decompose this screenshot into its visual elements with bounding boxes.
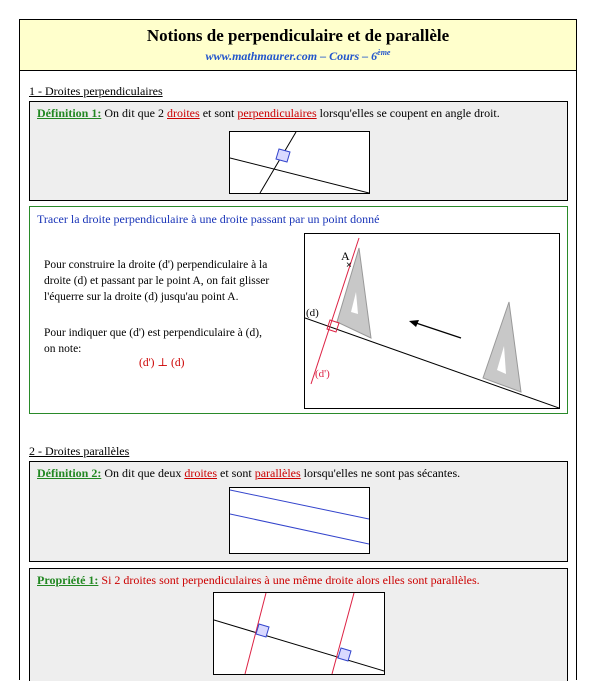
right-angle-marker-1: [256, 624, 269, 637]
line-d: [230, 158, 369, 193]
method-title: Tracer la droite perpendiculaire à une droite passant par un point donné: [37, 212, 380, 226]
parallel-figure: [229, 487, 370, 554]
perpendicular-notation: (d') ⊥ (d): [139, 357, 185, 369]
method-paragraph-2: Pour indiquer que (d') est perpendiculaire à (d), on note:: [44, 327, 262, 355]
property-figure: [213, 592, 385, 675]
parallel-line-2: [230, 514, 369, 544]
slide-arrow: [413, 322, 461, 338]
definition-2-label: Définition 2:: [37, 466, 102, 480]
perpendicular-figure: [229, 131, 370, 194]
section-heading-perpendiculaires: 1 - Droites perpendiculaires: [29, 84, 163, 98]
property-1-box: [29, 568, 568, 681]
perp-line-2: [332, 593, 354, 674]
fig-line-d: [305, 318, 559, 408]
parallel-line-1: [230, 490, 369, 519]
line-d-prime: [260, 132, 296, 193]
point-a-label: A: [341, 249, 350, 263]
fig-label-d: (d): [306, 307, 319, 319]
section-heading-paralleles: 2 - Droites parallèles: [29, 444, 130, 458]
fig-label-d-prime: (d'): [315, 368, 330, 380]
word-droites: droites: [167, 106, 200, 120]
page-header: [20, 20, 576, 71]
definition-1-box: [29, 101, 568, 201]
property-1-text: Propriété 1: Si 2 droites sont perpendiculaires à une même droite alors elles sont parallèles.: [37, 573, 480, 587]
common-line: [214, 620, 384, 671]
set-square-2: [483, 302, 521, 392]
word-droites-2: droites: [184, 466, 218, 480]
definition-2-box: [29, 461, 568, 562]
right-angle-marker: [276, 149, 290, 162]
slide-arrowhead: [409, 320, 419, 327]
right-angle-marker-2: [338, 648, 351, 661]
method-box: [29, 206, 568, 414]
method-paragraph-1: Pour construire la droite (d') perpendiculaire à la droite (d) et passant par le point A, on fait glisser l'équerre sur la droite (d) jusqu'au point A.: [44, 259, 270, 303]
property-1-label: Propriété 1:: [37, 573, 99, 587]
definition-1-text: Définition 1: On dit que 2 droites et sont perpendiculaires lorsqu'elles se coupent en angle droit.: [37, 106, 500, 120]
page-title: Notions de perpendiculaire et de parallèle: [146, 26, 450, 45]
point-a-cross: ×: [346, 260, 352, 271]
definition-1-label: Définition 1:: [37, 106, 102, 120]
set-square-figure: [304, 233, 560, 409]
course-sheet: [19, 19, 577, 680]
definition-2-text: Définition 2: On dit que deux droites et sont parallèles lorsqu'elles ne sont pas sécantes.: [37, 466, 461, 480]
word-paralleles: parallèles: [254, 466, 301, 480]
word-perpendiculaires: perpendiculaires: [237, 106, 317, 120]
page-subtitle: www.mathmaurer.com – Cours – 6ème: [205, 48, 391, 63]
site-link[interactable]: www.mathmaurer.com: [205, 49, 318, 63]
